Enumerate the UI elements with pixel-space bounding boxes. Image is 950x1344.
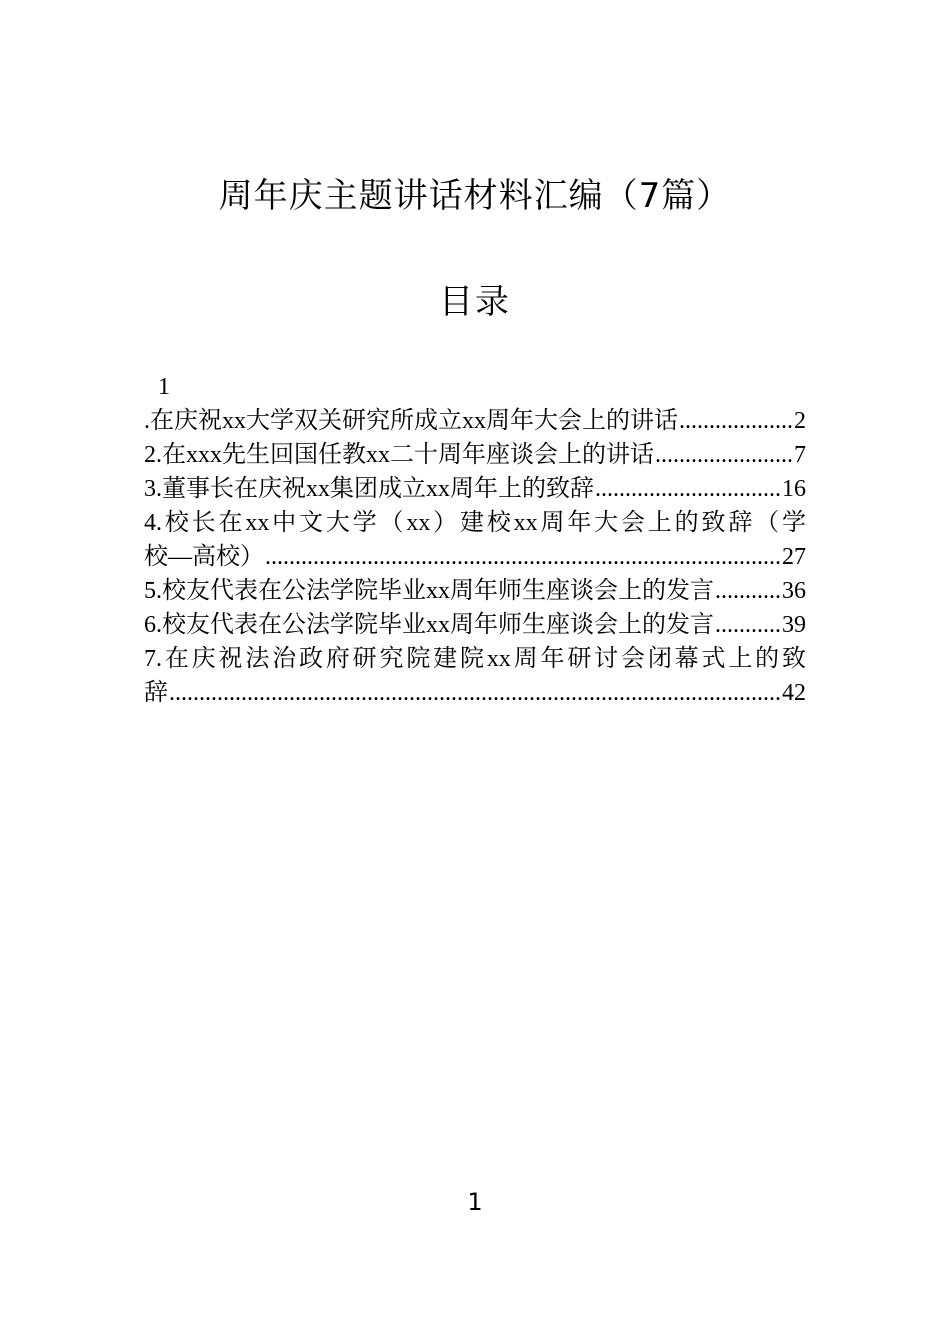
toc-entry-2-page: 7 bbox=[794, 442, 806, 468]
toc-heading: 目录 bbox=[439, 282, 511, 322]
toc-entry-2[interactable] bbox=[144, 438, 806, 472]
table-of-contents bbox=[144, 370, 806, 710]
toc-leader-dots bbox=[169, 676, 781, 710]
toc-leader-dots bbox=[595, 472, 781, 506]
toc-leader-dots bbox=[265, 540, 781, 574]
page-number: 1 bbox=[467, 1188, 483, 1216]
toc-entry-6[interactable] bbox=[144, 608, 806, 642]
toc-entry-7-page: 42 bbox=[782, 680, 806, 706]
toc-entry-6-page: 39 bbox=[782, 612, 806, 638]
toc-entry-5[interactable] bbox=[144, 574, 806, 608]
toc-entry-6-title: 6.校友代表在公法学院毕业xx周年师生座谈会上的发言 bbox=[144, 612, 714, 638]
toc-entry-4-title-line-1: 4.校长在xx中文大学（xx）建校xx周年大会上的致辞（学 bbox=[144, 510, 806, 536]
toc-entry-4-title-line-2: 校—高校） bbox=[144, 544, 264, 570]
toc-entry-1-number-line[interactable] bbox=[144, 370, 806, 404]
toc-leader-dots bbox=[679, 404, 793, 438]
toc-entry-1[interactable] bbox=[144, 404, 806, 438]
toc-entry-7-title-line-2: 辞 bbox=[144, 680, 168, 706]
toc-leader-dots bbox=[655, 438, 793, 472]
toc-entry-3-page: 16 bbox=[782, 476, 806, 502]
toc-entry-7-title-line-1: 7.在庆祝法治政府研究院建院xx周年研讨会闭幕式上的致 bbox=[144, 646, 806, 672]
toc-entry-5-title: 5.校友代表在公法学院毕业xx周年师生座谈会上的发言 bbox=[144, 578, 714, 604]
toc-entry-1-title: .在庆祝xx大学双关研究所成立xx周年大会上的讲话 bbox=[144, 408, 678, 434]
toc-entry-7[interactable] bbox=[144, 676, 806, 710]
toc-entry-5-page: 36 bbox=[782, 578, 806, 604]
toc-leader-dots bbox=[715, 574, 781, 608]
toc-entry-4-page: 27 bbox=[782, 544, 806, 570]
toc-entry-7-first-line[interactable] bbox=[144, 642, 806, 676]
toc-entry-3[interactable] bbox=[144, 472, 806, 506]
toc-entry-3-title: 3.董事长在庆祝xx集团成立xx周年上的致辞 bbox=[144, 476, 594, 502]
toc-entry-2-title: 2.在xxx先生回国任教xx二十周年座谈会上的讲话 bbox=[144, 442, 654, 468]
toc-entry-1-page: 2 bbox=[794, 408, 806, 434]
toc-entry-4[interactable] bbox=[144, 540, 806, 574]
document-title: 周年庆主题讲话材料汇编（7篇） bbox=[218, 176, 732, 216]
toc-entry-4-first-line[interactable] bbox=[144, 506, 806, 540]
toc-leader-dots bbox=[715, 608, 781, 642]
toc-entry-1-number: 1 bbox=[158, 374, 170, 400]
